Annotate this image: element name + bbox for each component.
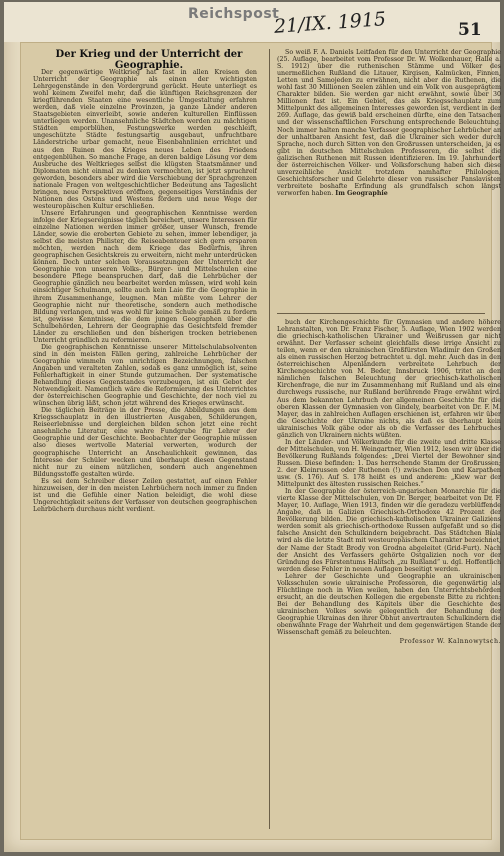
paragraph: Die geographischen Kenntnisse unserer Mittelschulabsolventen sind in den meisten Fällen gering, zahlreiche Lehrbücher der Geographie wimmeln von unrichtigen Bezeichnungen, falschen Angaben und veralteten Zahlen, sodaß es ganz unmöglich ist, seine Fehlerhaftigkeit in einer Stunde gutzumachen. Der systematische Behandlung dieses Gegenstandes vorzubeugen, ist ein Gebot der Notwendigkeit. Namentlich wäre die Reformierung des Unterrichtes der österreichischen Geographie und Geschichte, der noch viel zu wünschen übrig läßt, schon jetzt während des Krieges erwünscht. [33, 343, 257, 408]
column-left [33, 69, 257, 829]
column-right-bottom [277, 319, 501, 829]
article-title-line-2: Geographie. [114, 60, 184, 71]
page-number: 51 [458, 20, 482, 40]
paragraph: Lehrer der Geschichte und Geographie an ukrainischen Volksschulen sowie ukrainische Professoren, die gegenwärtig als Flüchtlinge noch in Wien weilen, haben den Unterrichtsbehörden ersucht, an die deutschen Kollegen die ergebenste Bitte zu richten: Bei der Behandlung des Kapitels über die Geschichte des ukrainischen Volkes sowie gelegentlich der Behandlung der Geographie Ukrainas den ihrer Obhut anvertrauten Schulkindern die obenwähnte Frage der Wahrheit und dem gegenwärtigen Stande der Wissenschaft gemäß zu beleuchten. [277, 572, 501, 637]
paragraph: buch der Kirchengeschichte für Gymnasien und andere höhere Lehranstalten, von Dr. Franz Fischer, 5. Auflage, Wien 1902 werden die griechisch-katholischen Ukrainer und Weißrussen gar nicht erwähnt. Der Verfasser scheint gleichfalls diese irrige Ansicht zu teilen, wenn er den ukrainischen Großfürsten Wladimir den Großen als einen russischen Herzog betrachtet u. dgl. mehr. Auch das in den österreichischen Alpenländern verbreitete Lehrbuch der Kirchengeschichte von M. Beder, Innsbruck 1906, tritet an den nämlichen falschen Beleuchtung der griechisch-katholischen Kirchenfrage, die nur im Zusammenhang mit Rußland und als eine durchwegs russische, nur Rußland berührende Frage erwähnt wird. Aus dem bekannten Lehrbuch der allgemeinen Geschichte für die oberen Klassen der Gymnasien von Gindely, bearbeitet von Dr. F. M. Mayer, das in zahlreichen Auflagen erschienen ist, erfahren wir über die Geschichte der Ukraine nichts, als daß es überhaupt kein ukrainisches Volk gäbe oder als ob die Verfasser des Lehrbuches gänzlich von Ukrainern nichts wüßten. [277, 319, 501, 439]
scan-sheet [4, 2, 500, 852]
paragraph [277, 49, 501, 197]
column-divider [269, 49, 270, 829]
paragraph: In der Geographie der österreich-ungarischen Monarchie für die vierte Klasse der Mittelschulen, von Dr. Berger, bearbeitet von Dr. F. Mayer, 10. Auflage, Wien 1913, finden wir die geradezu verblüffende Angabe, daß in Galizien Griechisch-Orthodoxe 42 Prozent der Bevölkerung bilden. Die griechisch-katholischen Ukrainer Galiziens werden somit als griechisch-orthodoxe Russen aufgefaßt und so die falsche Ansicht den Schulkindern beigebracht. Das Städtchen Biala wird als die letzte Stadt mit westeuropäischem Charakter bezeichnet, der Name der Stadt Brody von Grodna abgeleitet (Grid-Furt). Nach der Ansicht des Verfassers gehörte Ostgalizien noch vor der Gründung des Fürstentums Halitsch „zu Rußland“ u. dgl. Hoffentlich werden diese Fehler in neuen Auflagen beseitigt werden. [277, 488, 501, 573]
bold-lead: Im Geographie [335, 189, 388, 197]
paragraph: Unsere Erfahrungen und geographischen Kenntnisse werden infolge der Kriegsereignisse täglich bereichert, unsere Interessen für einzelne Nationen werden immer größer, unser Wunsch, fremde Länder, sowie die eroberten Gebiete zu sehen, immer lebendiger, ja selbst die meisten Philister, die Reiseabenteuer sich gern ersparen möchten, werden nach dem Kriege das Bedürfnis, ihren geographischen Gesichtskreis zu erweitern, nicht mehr unterdrücken können. Doch unter solchen Voraussetzungen der Unterricht der Geographie von unseren Volks-, Bürger- und Mittelschulen eine besondere Pflege beanspruchen darf, daß die Lehrbücher der Geographie gänzlich neu bearbeitet werden müssen, wird wohl kein einsichtiger Schulmann, sollte auch kein Laie für die Geographie in ihrem Zusammenhange, leugnen. Man müßte vom Lehrer der Geographie nicht nur theoretische, sondern auch methodische Bildung verlangen, und was wohl für keine Schule gemäß zu fordern ist, gewisse Kenntnisse, die dem jungen Geographen über die Schulbehörden, Lehrern der Geographie das Gesichtsfeld fremder Länder zu erschließen und den bisherigen trocken betriebenen Unterricht gründlich zu reformieren. [33, 209, 257, 344]
author-signature: Professor W. Kalnnowytsch. [399, 638, 501, 646]
article-title [41, 49, 257, 71]
paragraph-text: So weiß F. A. Daniels Leitfaden für den Unterricht der Geographie (25. Auflage, bearbeitet vom Professor Dr. W. Wolkenhauer, Halle a. S. 1912) über die ruthenischen Stämme und Völker des unermeßlichen Rußland die Litauer, Kirgisen, Kalmücken, Finnen, Letten und Samojeden zu erwähnen, nicht aber die Ruthenen, die wohl fast 30 Millionen Seelen zählen und ein Volk von ausgeprägtem Charakter bilden. Sie werden gar nicht erwähnt, sowie über 30 Millionen fast ist. Ein Gebiet, das als Kriegsschauplatz zum Mittelpunkt des allgemeinen Interesses geworden ist, verdient in der 269. Auflage, das gewiß bald erscheinen dürfte, eine den Tatsachen und der wissenschaftlichen Forschung entsprechende Beleuchtung. Noch immer halten manche Verfasser geographischer Lehrbücher an der unhaltbaren Ansicht fest, daß die Ukrainer sich weder durch Sprache, noch durch Sitten von den Großrussen unterscheiden, ja es gibt in deutschen Mittelschulen Professoren, die selbst die galizischen Ruthenen mit Russen identifizieren. Im 19. Jahrhundert der österreichischen Völker- und Volksforschung haben sich diese unverzeihliche Ansicht trotzdem namhafter Philologen, Geschichtsforscher und Gelehrte dieser von russischer Panslavisten verbreitete boshafte Erfindung als grundfalsch schon längst verworfen haben. [277, 49, 501, 197]
paragraph: Der gegenwärtige Weltkrieg hat fast in allen Kreisen den Unterricht der Geographie als einen der wichtigsten Lehrgegenstände in den Vordergrund gerückt. Heute unterliegt es wohl keinem Zweifel mehr, daß die künftigen Reichsgrenzen der kriegführenden Staaten eine wesentliche Umgestaltung erfahren werden, daß viele einzelne Provinzen, ja ganze Länder anderen Staatsgebieten einverleibt, sowie anderen kulturellen Einflüssen unterliegen werden. Unansehnliche Städtchen werden zu mächtigen Städten emporblühen, Festungswerke werden geschleift, ungeschützte Städte festungsartig ausgebaut, unfruchtbare Länderstriche urbar gemacht, neue Eisenbahnlinien errichtet und aus den Ruinen des Krieges neues Leben des Friedens entgegenblühen. So manche Frage, an deren baldige Lösung vor dem Ausbruche des Weltkrieges selbst die klügsten Staatsmänner und Diplomaten nicht einmal zu denken vermochten, ist jetzt spruchreif geworden, besonders aber wird die Verschiebung der Sprachgrenzen nationale Fragen von weltgeschichtlicher Bedeutung ans Tageslicht bringen, neue Perspektiven eröffnen, gegenseitiges Verständnis der Nationen des Ostens und Westens fördern und neue Wege der westeuropäischen Kultur erschließen. [33, 69, 257, 210]
section-divider [277, 313, 485, 314]
header-strip [4, 2, 500, 42]
newspaper-clipping [20, 42, 501, 840]
handwritten-date: 21/IX. 1915 [273, 8, 387, 38]
paragraph: Die täglichen Beiträge in der Presse, die Abbildungen aus dem Kriegsschauplatz in den illustrierten Ausgaben, Schilderungen, Reiseerlebnisse und dergleichen bilden schon jetzt eine recht ansehnliche Literatur, eine wahre Fundgrube für Lehrer der Geographie und der Geschichte. Beobachter der Geographie müssen also dieses wertvolle Material verwerten, wodurch der geographische Unterricht an Anschaulichkeit gewinnen, das Interesse der Schüler wecken und überhaupt diesen Gegenstand nicht nur zu einem nützlichen, sondern auch angenehmen Bildungsstoffe gestalten würde. [33, 407, 257, 478]
paragraph: Es sei dem Schreiber dieser Zeilen gestattet, auf einen Fehler hinzuweisen, der in den meisten Lehrbüchern noch immer zu finden ist und die Gefühle einer Nation beleidigt, die wohl diese Ungerechtigkeit seitens der Verfasser von deutschen geographischen Lehrbüchern durchaus nicht verdient. [33, 477, 257, 513]
newspaper-source-stamp: Reichspost [188, 6, 280, 22]
article-title-line-1: Der Krieg und der Unterricht der [55, 49, 243, 60]
column-right-top [277, 49, 501, 311]
paragraph: In der Länder- und Völkerkunde für die zweite und dritte Klasse der Mittelschulen, von H. Weingartner, Wien 1912, lesen wir über die Bevölkerung Rußlands folgendes: „Drei Viertel der Bewohner sind Russen. Diese befinden: 1. Das herrschende Stamm der Großrussen; 2. der Kleinrussen oder Ruthenen (!) zwischen Don und Karpathen usw. (S. 176). Auf S. 178 heißt es und anderem: „Kiew war der Mittelpunkt des ältesten russischen Reiches.“ [277, 438, 501, 489]
